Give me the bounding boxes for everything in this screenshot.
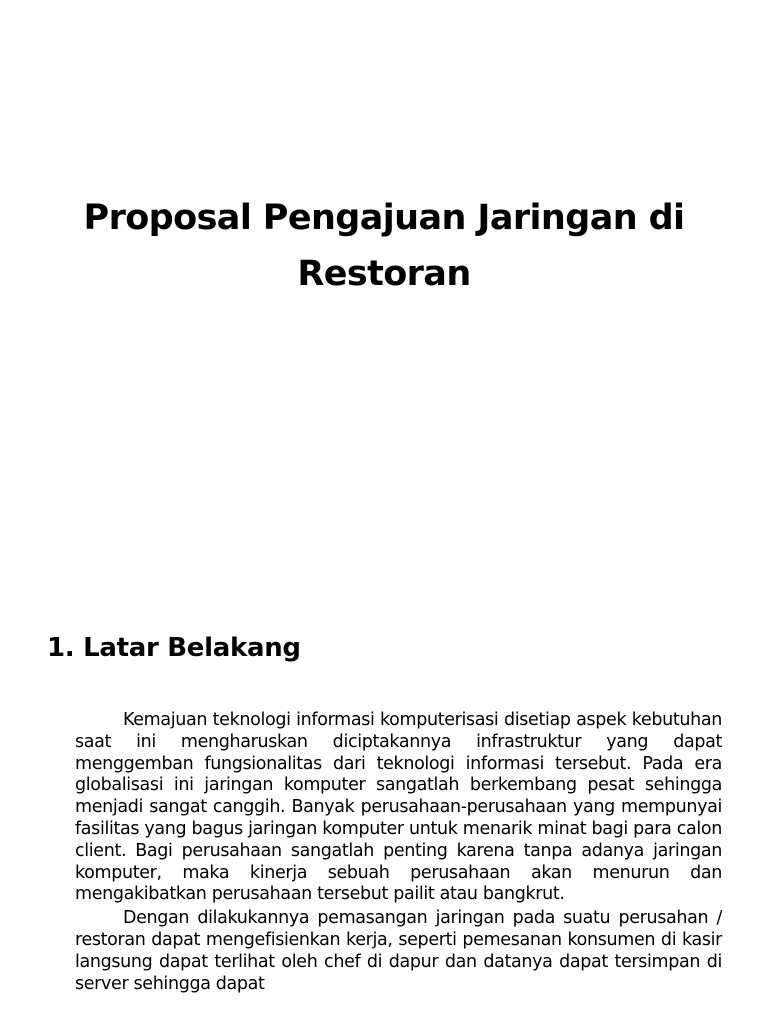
section-heading: 1. Latar Belakang <box>47 633 301 663</box>
paragraph-1: Kemajuan teknologi informasi komputerisasi disetiap aspek kebutuhan saat ini mengharuskan diciptakannya infrastruktur yang dapat menggemban fungsionalitas dari teknologi informasi tersebut. Pada era globalisasi ini jaringan komputer sangatlah berkembang pesat sehingga menjadi sangat canggih. Banyak perusahaan-perusahaan yang mempunyai fasilitas yang bagus jaringan komputer untuk menarik minat bagi para calon client. Bagi perusahaan sangatlah penting karena tanpa adanya jaringan komputer, maka kinerja sebuah perusahaan akan menurun dan mengakibatkan perusahaan tersebut pailit atau bangkrut. <box>75 710 722 905</box>
document-title: Proposal Pengajuan Jaringan di Restoran <box>83 198 685 294</box>
body-text <box>75 710 722 997</box>
content-slide <box>0 576 768 1024</box>
paragraph-2: Dengan dilakukannya pemasangan jaringan pada suatu perusahan / restoran dapat mengefisienkan kerja, seperti pemesanan konsumen di kasir langsung dapat terlihat oleh chef di dapur dan datanya dapat tersimpan di server sehingga dapat <box>75 908 722 994</box>
